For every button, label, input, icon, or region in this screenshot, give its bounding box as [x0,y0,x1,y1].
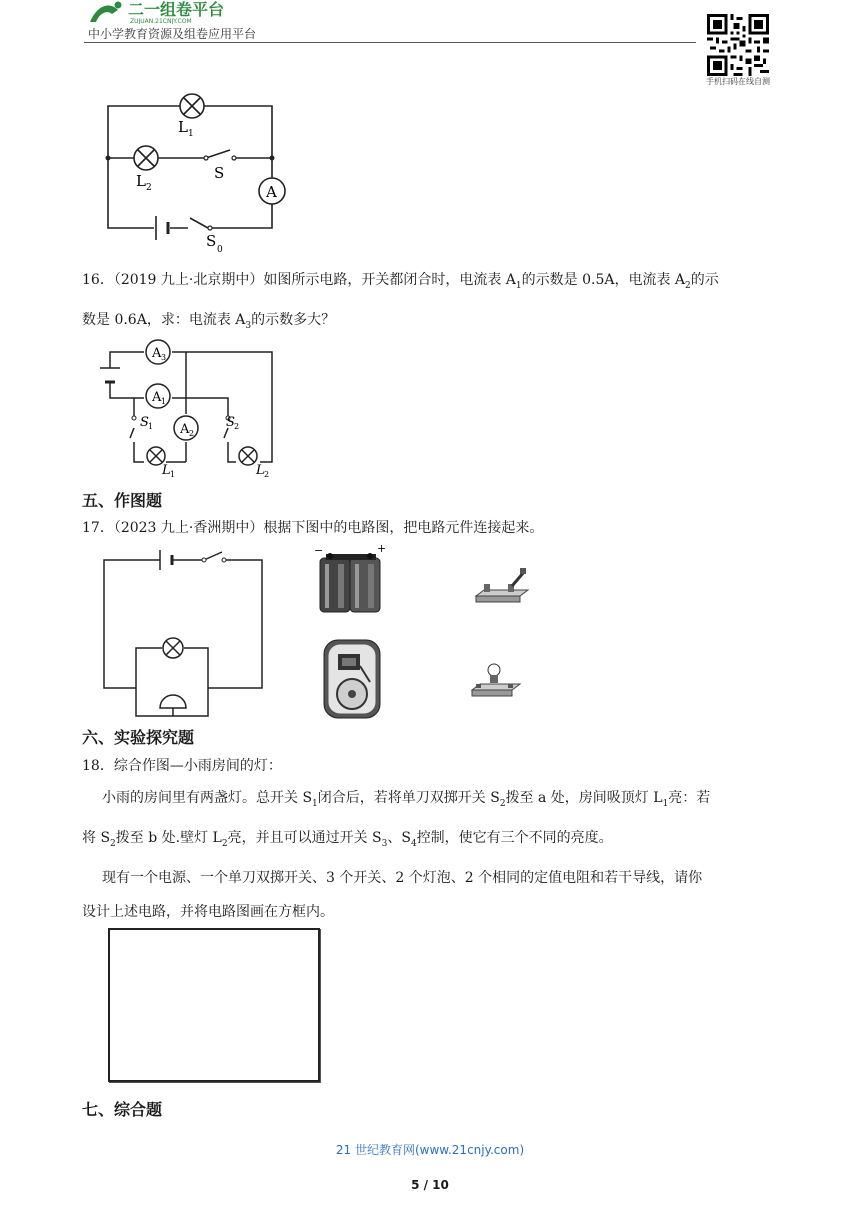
question-17: 17．（2023 九上·香洲期中）根据下图中的电路图，把电路元件连接起来。 [82,520,544,536]
qr-caption: 手机扫码在线自测 [706,77,770,86]
svg-text:S: S [226,415,235,430]
svg-text:A: A [180,422,190,437]
svg-text:2: 2 [189,429,195,438]
svg-text:−: − [314,544,324,557]
section-6-heading: 六、实验探究题 [82,728,195,747]
svg-text:S: S [140,415,149,430]
label-s0: S [206,232,217,250]
svg-text:1: 1 [148,422,154,431]
qr-code-icon [707,14,769,76]
question-16: 16．（2019 九上·北京期中）如图所示电路，开关都闭合时，电流表 $A_1$的示数是 0.5A，电流表 $A_2$的示 数是 0.6A，求：电流表 $A_3$的示数多大？ [82,272,719,331]
svg-text:1: 1 [161,397,167,406]
label-s: S [214,164,225,182]
svg-text:L: L [162,463,171,478]
svg-text:2: 2 [234,422,240,431]
circuit-diagram-2 [96,338,286,478]
header-divider [84,42,696,43]
site-logo [88,0,278,24]
svg-text:3: 3 [161,353,167,362]
bulb-holder-icon [468,662,524,702]
knife-switch-icon [472,566,532,608]
label-ammeter: A [266,183,277,201]
circuit-diagram-3 [96,548,268,718]
page-number: 5 / 10 [411,1178,449,1192]
svg-text:A: A [152,390,162,405]
section-5-heading: 五、作图题 [82,491,163,510]
electric-bell-icon [320,636,384,722]
svg-text:0: 0 [217,245,223,255]
section-7-heading: 七、综合题 [82,1100,163,1119]
svg-text:2: 2 [146,183,152,193]
logo-domain: ZUJUAN.21CNJY.COM [130,18,192,24]
answer-box[interactable] [108,928,320,1082]
svg-text:A: A [152,346,162,361]
svg-text:2: 2 [264,470,270,478]
question-18-title: 18．综合作图—小雨房间的灯： [82,758,282,774]
label-l1: L [178,118,188,136]
label-l2: L [136,172,146,190]
header-subtitle: 中小学教育资源及组卷应用平台 [88,27,257,41]
circuit-diagram-1 [100,88,300,258]
svg-text:1: 1 [188,129,194,139]
question-18-body: 小雨的房间里有两盏灯。总开关 $S_1$闭合后，若将单刀双掷开关 $S_2$拨至 a 处，房间吸顶灯 $L_1$亮：若 将 $S_2$拨至 b 处.壁灯 $L_2$亮，并且可以通过开关 $S_3$、$S_4$控制，使它有三个不同的亮度。 现有一个电源、一个单刀双掷开关、3 个开关、2 个灯泡、2 个相同的定值电阻和若干导线，请你 设计上述电路，并将电路图画在方框内。 [82,790,711,920]
svg-text:L: L [256,463,265,478]
svg-text:1: 1 [170,470,176,478]
footer-site-link[interactable]: 21 世纪教育网(www.21cnjy.com) [335,1143,525,1157]
battery-pack-icon [310,542,392,616]
svg-text:+: + [377,542,387,555]
logo-text: 二一组卷平台 [128,0,225,19]
